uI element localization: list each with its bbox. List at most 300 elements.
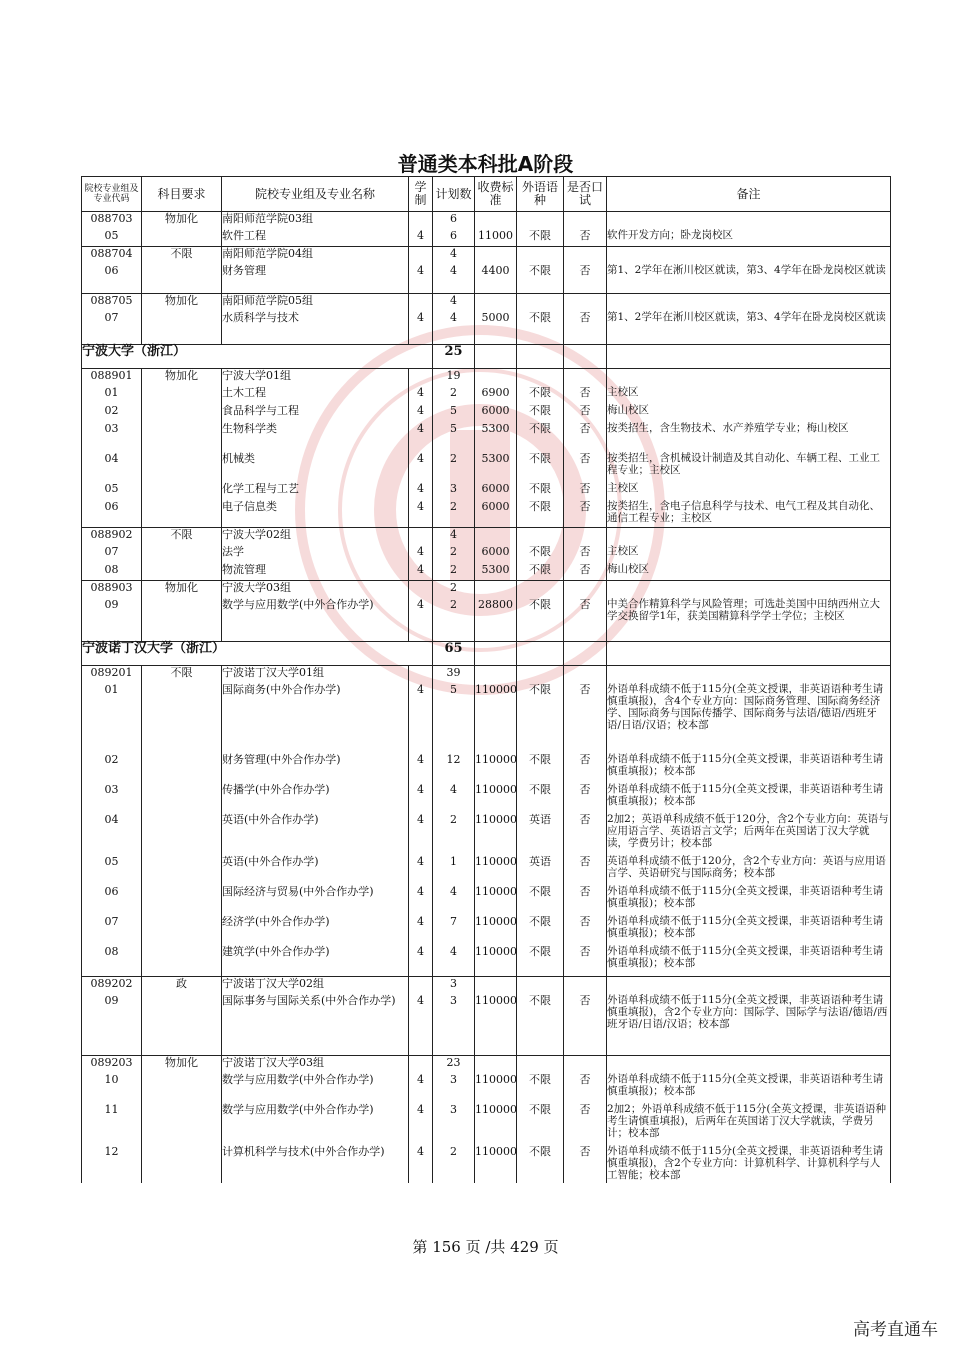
empty-cell	[517, 345, 564, 369]
major-note: 英语单科成绩不低于120分，含2个专业方向：英语与应用语言学、英语研究与国际商务；校本部	[607, 855, 891, 885]
major-code: 05	[82, 229, 142, 247]
major-plan: 3	[433, 1103, 475, 1145]
group-name: 南阳师范学院05组	[222, 294, 409, 311]
major-fee: 110000	[475, 683, 517, 753]
major-row	[82, 885, 891, 915]
major-years: 4	[409, 885, 433, 915]
major-row	[82, 783, 891, 813]
major-oral: 否	[564, 915, 607, 945]
empty-cell	[607, 1056, 891, 1073]
empty-cell	[142, 994, 222, 1056]
major-note: 外语单科成绩不低于115分(全英文授课，非英语语种考生请慎重填报)，含2个专业方向：国际学、国际学与法语/德语/西班牙语/日语/汉语；校本部	[607, 994, 891, 1056]
major-code: 06	[82, 885, 142, 915]
header-subject: 科目要求	[142, 177, 222, 212]
group-row	[82, 212, 891, 229]
major-oral: 否	[564, 994, 607, 1056]
major-note: 第1、2学年在淅川校区就读，第3、4学年在卧龙岗校区就读	[607, 264, 891, 294]
major-code: 06	[82, 500, 142, 528]
empty-cell	[142, 598, 222, 642]
major-row	[82, 753, 891, 783]
major-row	[82, 813, 891, 855]
major-oral: 否	[564, 311, 607, 345]
group-row	[82, 977, 891, 994]
empty-cell	[409, 369, 433, 386]
major-oral: 否	[564, 598, 607, 642]
major-years: 4	[409, 264, 433, 294]
group-row	[82, 528, 891, 545]
major-row	[82, 264, 891, 294]
major-name: 电子信息类	[222, 500, 409, 528]
empty-cell	[142, 452, 222, 482]
empty-cell	[564, 247, 607, 264]
major-row	[82, 1073, 891, 1103]
major-row	[82, 311, 891, 345]
major-note: 第1、2学年在淅川校区就读，第3、4学年在卧龙岗校区就读	[607, 311, 891, 345]
group-row	[82, 666, 891, 683]
major-plan: 12	[433, 753, 475, 783]
major-row	[82, 422, 891, 452]
major-name: 土木工程	[222, 386, 409, 404]
major-code: 08	[82, 945, 142, 977]
major-fee: 110000	[475, 783, 517, 813]
major-oral: 否	[564, 452, 607, 482]
major-plan: 2	[433, 452, 475, 482]
group-name: 南阳师范学院04组	[222, 247, 409, 264]
empty-cell	[475, 369, 517, 386]
empty-cell	[409, 666, 433, 683]
empty-cell	[564, 666, 607, 683]
empty-cell	[517, 977, 564, 994]
major-row	[82, 452, 891, 482]
major-years: 4	[409, 311, 433, 345]
group-code: 089202	[82, 977, 142, 994]
empty-cell	[564, 528, 607, 545]
page-footer: 第 156 页 /共 429 页	[412, 1238, 559, 1256]
empty-cell	[142, 404, 222, 422]
major-years: 4	[409, 1103, 433, 1145]
major-years: 4	[409, 229, 433, 247]
group-subject: 物加化	[142, 369, 222, 386]
major-row	[82, 994, 891, 1056]
major-code: 01	[82, 683, 142, 753]
major-code: 07	[82, 545, 142, 563]
empty-cell	[142, 885, 222, 915]
empty-cell	[409, 1056, 433, 1073]
group-code: 088705	[82, 294, 142, 311]
major-fee: 110000	[475, 945, 517, 977]
major-lang: 不限	[517, 452, 564, 482]
major-row	[82, 404, 891, 422]
empty-cell	[142, 1145, 222, 1183]
major-lang: 不限	[517, 1073, 564, 1103]
major-name: 软件工程	[222, 229, 409, 247]
major-code: 04	[82, 813, 142, 855]
major-plan: 5	[433, 683, 475, 753]
empty-cell	[607, 528, 891, 545]
group-plan: 4	[433, 247, 475, 264]
major-code: 04	[82, 452, 142, 482]
major-plan: 4	[433, 311, 475, 345]
header-oral: 是否口试	[564, 177, 607, 212]
empty-cell	[564, 212, 607, 229]
group-subject: 物加化	[142, 294, 222, 311]
major-note: 按类招生，含生物技术、水产养殖学专业；梅山校区	[607, 422, 891, 452]
major-fee: 110000	[475, 885, 517, 915]
major-oral: 否	[564, 1073, 607, 1103]
major-lang: 不限	[517, 482, 564, 500]
empty-cell	[142, 563, 222, 581]
group-name: 南阳师范学院03组	[222, 212, 409, 229]
major-lang: 英语	[517, 813, 564, 855]
empty-cell	[142, 683, 222, 753]
major-row	[82, 563, 891, 581]
empty-cell	[409, 294, 433, 311]
major-row	[82, 915, 891, 945]
empty-cell	[607, 345, 891, 369]
group-code: 089201	[82, 666, 142, 683]
major-oral: 否	[564, 683, 607, 753]
header-lang: 外语语种	[517, 177, 564, 212]
major-lang: 不限	[517, 945, 564, 977]
empty-cell	[475, 642, 517, 666]
major-plan: 4	[433, 264, 475, 294]
major-oral: 否	[564, 1103, 607, 1145]
empty-cell	[142, 855, 222, 885]
major-note: 2加2；外语单科成绩不低于115分(全英文授课，非英语语种考生请慎重填报)，后两年在英国诺丁汉大学就读，学费另计；校本部	[607, 1103, 891, 1145]
major-name: 数学与应用数学(中外合作办学)	[222, 1073, 409, 1103]
empty-cell	[142, 1103, 222, 1145]
major-lang: 不限	[517, 1103, 564, 1145]
major-fee: 110000	[475, 753, 517, 783]
group-row	[82, 1056, 891, 1073]
university-plan: 25	[433, 345, 475, 369]
university-row	[82, 345, 891, 369]
group-plan: 2	[433, 581, 475, 598]
group-plan: 4	[433, 528, 475, 545]
group-subject: 物加化	[142, 1056, 222, 1073]
table-body	[82, 212, 891, 1183]
major-plan: 2	[433, 598, 475, 642]
major-name: 国际经济与贸易(中外合作办学)	[222, 885, 409, 915]
major-name: 食品科学与工程	[222, 404, 409, 422]
major-plan: 2	[433, 500, 475, 528]
major-code: 12	[82, 1145, 142, 1183]
major-name: 建筑学(中外合作办学)	[222, 945, 409, 977]
group-code: 088703	[82, 212, 142, 229]
empty-cell	[409, 977, 433, 994]
major-years: 4	[409, 994, 433, 1056]
major-years: 4	[409, 915, 433, 945]
major-years: 4	[409, 500, 433, 528]
major-fee: 6000	[475, 404, 517, 422]
major-fee: 5300	[475, 563, 517, 581]
empty-cell	[142, 945, 222, 977]
major-lang: 不限	[517, 404, 564, 422]
major-plan: 1	[433, 855, 475, 885]
major-name: 水质科学与技术	[222, 311, 409, 345]
major-code: 07	[82, 915, 142, 945]
major-plan: 2	[433, 1145, 475, 1183]
empty-cell	[142, 422, 222, 452]
major-oral: 否	[564, 404, 607, 422]
group-plan: 39	[433, 666, 475, 683]
major-name: 计算机科学与技术(中外合作办学)	[222, 1145, 409, 1183]
group-code: 088902	[82, 528, 142, 545]
major-fee: 110000	[475, 813, 517, 855]
empty-cell	[142, 311, 222, 345]
major-years: 4	[409, 1145, 433, 1183]
major-fee: 6000	[475, 500, 517, 528]
major-plan: 5	[433, 422, 475, 452]
major-lang: 不限	[517, 500, 564, 528]
major-oral: 否	[564, 813, 607, 855]
major-oral: 否	[564, 500, 607, 528]
group-plan: 23	[433, 1056, 475, 1073]
empty-cell	[409, 528, 433, 545]
major-note: 外语单科成绩不低于115分(全英文授课，非英语语种考生请慎重填报)；校本部	[607, 753, 891, 783]
empty-cell	[142, 545, 222, 563]
major-code: 10	[82, 1073, 142, 1103]
group-plan: 19	[433, 369, 475, 386]
major-code: 06	[82, 264, 142, 294]
major-code: 02	[82, 753, 142, 783]
major-lang: 不限	[517, 311, 564, 345]
major-note: 外语单科成绩不低于115分(全英文授课，非英语语种考生请慎重填报)；校本部	[607, 945, 891, 977]
empty-cell	[607, 642, 891, 666]
empty-cell	[564, 977, 607, 994]
major-years: 4	[409, 563, 433, 581]
empty-cell	[475, 528, 517, 545]
major-plan: 2	[433, 563, 475, 581]
empty-cell	[475, 666, 517, 683]
major-row	[82, 683, 891, 753]
group-name: 宁波大学03组	[222, 581, 409, 598]
group-code: 089203	[82, 1056, 142, 1073]
major-years: 4	[409, 452, 433, 482]
major-years: 4	[409, 598, 433, 642]
empty-cell	[142, 813, 222, 855]
empty-cell	[564, 581, 607, 598]
major-oral: 否	[564, 563, 607, 581]
major-oral: 否	[564, 482, 607, 500]
university-name: 宁波诺丁汉大学（浙江）	[82, 642, 433, 666]
major-plan: 3	[433, 1073, 475, 1103]
major-fee: 11000	[475, 229, 517, 247]
major-code: 02	[82, 404, 142, 422]
header-years: 学制	[409, 177, 433, 212]
empty-cell	[607, 666, 891, 683]
major-years: 4	[409, 753, 433, 783]
major-plan: 3	[433, 482, 475, 500]
major-note: 2加2；英语单科成绩不低于120分，含2个专业方向：英语与应用语言学、英语语言文学；后两年在英国诺丁汉大学就读，学费另计；校本部	[607, 813, 891, 855]
empty-cell	[607, 212, 891, 229]
empty-cell	[607, 581, 891, 598]
major-fee: 110000	[475, 855, 517, 885]
empty-cell	[517, 528, 564, 545]
group-row	[82, 294, 891, 311]
major-lang: 不限	[517, 994, 564, 1056]
empty-cell	[607, 247, 891, 264]
university-name: 宁波大学（浙江）	[82, 345, 433, 369]
empty-cell	[142, 264, 222, 294]
major-oral: 否	[564, 264, 607, 294]
major-years: 4	[409, 386, 433, 404]
group-plan: 3	[433, 977, 475, 994]
major-fee: 28800	[475, 598, 517, 642]
group-code: 088901	[82, 369, 142, 386]
major-plan: 6	[433, 229, 475, 247]
major-oral: 否	[564, 386, 607, 404]
empty-cell	[142, 500, 222, 528]
empty-cell	[142, 753, 222, 783]
major-fee: 110000	[475, 994, 517, 1056]
major-code: 11	[82, 1103, 142, 1145]
source-watermark: 高考直通车	[853, 1320, 938, 1340]
header-name: 院校专业组及专业名称	[222, 177, 409, 212]
empty-cell	[517, 294, 564, 311]
major-note: 中美合作精算科学与风险管理；可选赴美国中田纳西州立大学交换留学1年，获美国精算科学学士学位；主校区	[607, 598, 891, 642]
group-code: 088704	[82, 247, 142, 264]
major-code: 07	[82, 311, 142, 345]
empty-cell	[564, 345, 607, 369]
major-lang: 不限	[517, 598, 564, 642]
major-note: 外语单科成绩不低于115分(全英文授课，非英语语种考生请慎重填报)；校本部	[607, 1073, 891, 1103]
empty-cell	[607, 369, 891, 386]
major-row	[82, 500, 891, 528]
major-note: 软件开发方向；卧龙岗校区	[607, 229, 891, 247]
group-name: 宁波大学01组	[222, 369, 409, 386]
group-name: 宁波诺丁汉大学03组	[222, 1056, 409, 1073]
empty-cell	[517, 581, 564, 598]
major-fee: 110000	[475, 915, 517, 945]
major-plan: 4	[433, 945, 475, 977]
empty-cell	[142, 915, 222, 945]
major-lang: 不限	[517, 915, 564, 945]
major-oral: 否	[564, 885, 607, 915]
university-row	[82, 642, 891, 666]
major-lang: 不限	[517, 783, 564, 813]
major-code: 03	[82, 783, 142, 813]
major-name: 法学	[222, 545, 409, 563]
major-note: 梅山校区	[607, 563, 891, 581]
group-subject: 不限	[142, 528, 222, 545]
major-code: 05	[82, 482, 142, 500]
group-name: 宁波诺丁汉大学01组	[222, 666, 409, 683]
empty-cell	[142, 1073, 222, 1103]
page-title: 普通类本科批A阶段	[397, 152, 574, 176]
group-subject: 物加化	[142, 212, 222, 229]
major-plan: 4	[433, 885, 475, 915]
major-fee: 110000	[475, 1145, 517, 1183]
major-lang: 英语	[517, 855, 564, 885]
admission-table	[81, 176, 891, 1183]
major-row	[82, 386, 891, 404]
major-fee: 5000	[475, 311, 517, 345]
major-years: 4	[409, 813, 433, 855]
major-fee: 6900	[475, 386, 517, 404]
group-subject: 不限	[142, 247, 222, 264]
empty-cell	[409, 212, 433, 229]
major-plan: 7	[433, 915, 475, 945]
major-plan: 4	[433, 783, 475, 813]
major-oral: 否	[564, 855, 607, 885]
major-years: 4	[409, 1073, 433, 1103]
empty-cell	[475, 581, 517, 598]
empty-cell	[517, 666, 564, 683]
major-note: 外语单科成绩不低于115分(全英文授课，非英语语种考生请慎重填报)，含4个专业方向：国际商务管理、国际商务经济学、国际商务与国际传播学、国际商务与法语/德语/西班牙语/日语/汉语；校本部	[607, 683, 891, 753]
empty-cell	[142, 229, 222, 247]
major-name: 数学与应用数学(中外合作办学)	[222, 1103, 409, 1145]
empty-cell	[475, 345, 517, 369]
major-note: 梅山校区	[607, 404, 891, 422]
major-name: 数学与应用数学(中外合作办学)	[222, 598, 409, 642]
major-plan: 2	[433, 813, 475, 855]
major-oral: 否	[564, 229, 607, 247]
major-lang: 不限	[517, 753, 564, 783]
major-code: 08	[82, 563, 142, 581]
major-fee: 6000	[475, 545, 517, 563]
major-name: 物流管理	[222, 563, 409, 581]
group-name: 宁波大学02组	[222, 528, 409, 545]
major-lang: 不限	[517, 229, 564, 247]
major-name: 财务管理	[222, 264, 409, 294]
empty-cell	[475, 977, 517, 994]
empty-cell	[475, 294, 517, 311]
group-row	[82, 581, 891, 598]
major-oral: 否	[564, 1145, 607, 1183]
major-plan: 3	[433, 994, 475, 1056]
major-name: 化学工程与工艺	[222, 482, 409, 500]
group-plan: 6	[433, 212, 475, 229]
major-name: 经济学(中外合作办学)	[222, 915, 409, 945]
empty-cell	[517, 369, 564, 386]
major-fee: 5300	[475, 422, 517, 452]
major-lang: 不限	[517, 422, 564, 452]
group-subject: 不限	[142, 666, 222, 683]
major-code: 05	[82, 855, 142, 885]
major-years: 4	[409, 404, 433, 422]
empty-cell	[517, 247, 564, 264]
empty-cell	[142, 482, 222, 500]
major-code: 09	[82, 994, 142, 1056]
major-name: 机械类	[222, 452, 409, 482]
empty-cell	[517, 212, 564, 229]
group-plan: 4	[433, 294, 475, 311]
major-fee: 110000	[475, 1103, 517, 1145]
major-oral: 否	[564, 945, 607, 977]
major-plan: 5	[433, 404, 475, 422]
major-name: 财务管理(中外合作办学)	[222, 753, 409, 783]
major-lang: 不限	[517, 545, 564, 563]
major-note: 主校区	[607, 386, 891, 404]
major-note: 外语单科成绩不低于115分(全英文授课，非英语语种考生请慎重填报)；校本部	[607, 915, 891, 945]
empty-cell	[409, 581, 433, 598]
major-row	[82, 1145, 891, 1183]
major-oral: 否	[564, 422, 607, 452]
major-years: 4	[409, 683, 433, 753]
major-note: 主校区	[607, 545, 891, 563]
major-row	[82, 855, 891, 885]
table-header	[82, 177, 891, 212]
group-name: 宁波诺丁汉大学02组	[222, 977, 409, 994]
major-row	[82, 1103, 891, 1145]
major-years: 4	[409, 945, 433, 977]
empty-cell	[564, 642, 607, 666]
major-years: 4	[409, 855, 433, 885]
empty-cell	[517, 1056, 564, 1073]
major-years: 4	[409, 783, 433, 813]
major-fee: 4400	[475, 264, 517, 294]
